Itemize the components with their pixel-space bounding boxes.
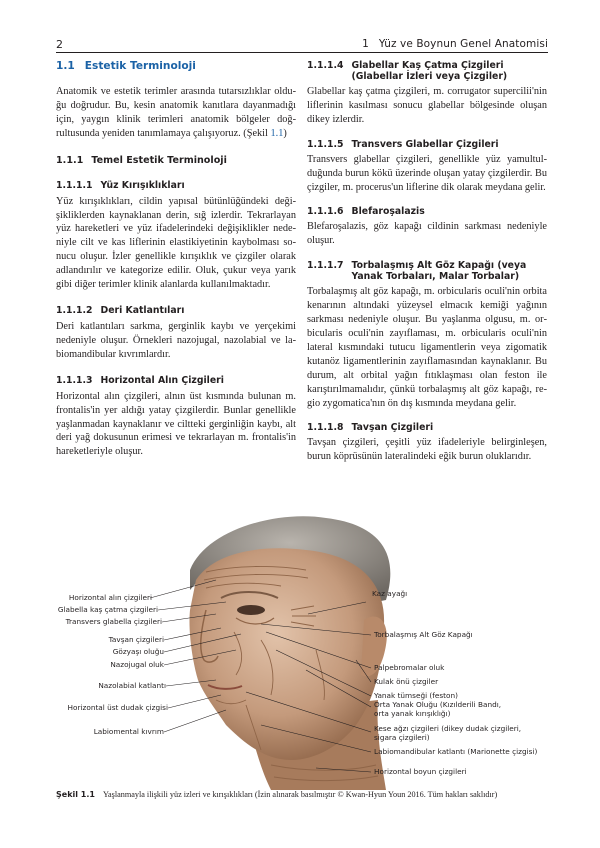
label-bunny-lines: Tavşan çizgileri — [108, 635, 164, 644]
heading-title: Deri Katlantıları — [100, 304, 185, 316]
paragraph-1-1-1-8: Tavşan çizgileri, çeşitli yüz ifadeleriyle belirginleşen, burun köprüsünün lateralindeki eğik burun oluklarıdır. — [307, 437, 547, 463]
heading-number: 1.1.1.5 — [307, 138, 344, 150]
heading-title: Horizontal Alın Çizgileri — [100, 374, 224, 386]
right-column — [307, 60, 547, 464]
chapter-number: 1 — [362, 38, 369, 50]
page-number: 2 — [56, 38, 63, 51]
figure-reference-link[interactable]: 1.1 — [270, 127, 284, 139]
heading-title: Transvers Glabellar Çizgileri — [351, 138, 499, 150]
heading-number: 1.1.1.3 — [56, 374, 93, 386]
heading-title: Yüz Kırışıklıkları — [100, 179, 185, 191]
label-preauricular-lines: Kulak önü çizgiler — [374, 677, 439, 686]
paragraph-1-1-1-7: Torbalaşmış alt göz kapağı, m. orbicularis oculi'nin orbita kenarının altındaki yüzeysel elmacık kemiği yağının sarkması nedeniyle oluşur. Bu yaşlanma olgusu, m. orbicularis oculi'nin zayıflaması, m. orbicularis oculi'nin lateral kısmındaki tutucu ligamentlerin veya zigomatik kutanöz ligamentlerinin zayıflamasından kaynaklanır. Bu durum, alt orbital yağın fıtıklaşması olan feston ile karıştırılmamalıdır, çünkü torbalaşmış alt göz kapağı, regio zygomatica'nın ön dış kısmında meydana gelir. — [307, 286, 547, 409]
label-upper-lip-line: Horizontal üst dudak çizgisi — [67, 703, 168, 712]
caption-label: Şekil 1.1 — [56, 790, 95, 799]
heading-1-1-1-2 — [56, 305, 296, 316]
heading-number: 1.1.1.1 — [56, 179, 93, 191]
heading-number: 1.1.1.7 — [307, 260, 344, 272]
label-malar-mound: Yanak tümseği (feston) — [374, 691, 458, 700]
section-heading-1-1 — [56, 60, 296, 72]
label-baggy-lower-eyelid: Torbalaşmış Alt Göz Kapağı — [374, 630, 473, 639]
heading-title: Blefaroşalazis — [351, 206, 425, 218]
heading-title: Tavşan Çizgileri — [351, 422, 434, 434]
label-nasolabial-fold: Nazolabial katlantı — [98, 681, 166, 690]
heading-number: 1.1.1.6 — [307, 206, 344, 218]
label-labiomental-crease: Labiomental kıvrım — [93, 727, 164, 736]
subsection-title: Temel Estetik Terminoloji — [91, 154, 227, 166]
caption-text: Yaşlanmayla ilişkili yüz izleri ve kırışıklıkları (İzin alınarak basılmıştır © Kwan-Hyun Youn 2016. Tüm hakları saklıdır) — [102, 790, 498, 799]
paragraph-1-1-1-4: Glabellar kaş çatma çizgileri, m. corrugator supercilii'nin liflerinin kasılması sonucu glabellar bölgesinde oluşan dikey izlerdir. — [307, 86, 547, 125]
header-rule — [56, 52, 548, 53]
label-transverse-glabellar-lines: Transvers glabella çizgileri — [65, 617, 162, 626]
figure-face-wrinkles — [56, 510, 548, 790]
heading-1-1-1-5 — [307, 139, 547, 150]
section-number: 1.1 — [56, 60, 75, 72]
label-mid-cheek-groove-cont: orta yanak kırışıklığı) — [374, 709, 451, 718]
paragraph-1-1-1-1: Yüz kırışıklıkları, cildin yapısal bütünlüğündeki değişikliklerden kaynaklanan derin, sığ izlerdir. Tekrarlayan yüz hareketleri ve yüz ifadelerindeki değişiklikler nedeniyle cilt ve kas liflerinin elastikiyetinin kaybolması sonucu oluşur. İzler genellikle kırışıklık ve çizgiler olarak adlandırılır ve kategorize edilir. Oluk, çukur veya yarık gibi diğer terimler klinik alanlarda kullanılmaktadır. — [56, 195, 296, 291]
left-column — [56, 60, 296, 459]
label-marionette-line: Labiomandibular katlantı (Marionette çizgisi) — [374, 747, 538, 756]
paragraph-1-1-1-5: Transvers glabellar çizgileri, genellikle yüz yamultulduğunda burun kökü üzerinde oluşan yatay çizgilerdir. Bu çizgiler, m. procerus'un liflerine dik olarak meydana gelir. — [307, 153, 547, 193]
paragraph-1-1-1-6: Blefaroşalazis, göz kapağı cildinin sarkması nedeniyle oluşur. — [307, 221, 547, 247]
paragraph-text: Anatomik ve estetik terimler arasında tutarsızlıklar olduğu doğrudur. Bu, kesin anatomik kanıtlara dayanmadığı için, yaygın klinik terimleri anatomik bölgeler doğrultusunda yeniden tanımlamaya çalışıyoruz. (Şekil — [56, 86, 296, 139]
heading-1-1-1-3 — [56, 375, 296, 386]
figure-caption — [56, 790, 556, 799]
subsection-number: 1.1.1 — [56, 154, 84, 166]
heading-1-1-1-4 — [307, 60, 547, 82]
heading-title: Glabellar Kaş Çatma Çizgileri (Glabellar İzleri veya Çizgiler) — [351, 60, 508, 82]
label-palpebromalar-groove: Palpebromalar oluk — [374, 663, 445, 672]
heading-1-1-1-7 — [307, 260, 547, 282]
label-perioral-lines-cont: sigara çizgileri) — [374, 733, 430, 742]
heading-number: 1.1.1.4 — [307, 60, 344, 71]
label-crows-feet: Kaz ayağı — [372, 589, 408, 598]
label-horizontal-neck-lines: Horizontal boyun çizgileri — [374, 767, 467, 776]
heading-1-1-1-1 — [56, 180, 296, 191]
chapter-title: Yüz ve Boynun Genel Anatomisi — [378, 38, 548, 50]
label-perioral-lines: Kese ağzı çizgileri (dikey dudak çizgileri, — [374, 724, 522, 733]
paragraph-1-1-1-3: Horizontal alın çizgileri, alnın üst kısmında bulunan m. frontalis'in yer aldığı yatay çizgilerdir. Bunlar genellikle yaşlanmadan kaynaklanır ve ciltteki gerginliğin kaybı, alt deri yağ dokusunun erimesi ve tekrarlayan m. frontalis'in hareketleriyle oluşur. — [56, 390, 296, 458]
label-nasojugal-groove: Nazojugal oluk — [110, 660, 164, 669]
heading-number: 1.1.1.8 — [307, 422, 344, 434]
label-tear-trough: Gözyaşı oluğu — [112, 647, 164, 656]
paragraph-1-1-1-2: Deri katlantıları sarkma, gerginlik kaybı ve yerçekimi nedeniyle oluşur. Örnekleri nazojugal, nazolabial ve labiomandibular kıvrımlardır. — [56, 320, 296, 360]
eye — [237, 605, 265, 615]
heading-title: Torbalaşmış Alt Göz Kapağı (veya Yanak Torbaları, Malar Torbalar) — [351, 260, 527, 283]
heading-1-1-1-8 — [307, 422, 547, 433]
label-glabellar-frown-lines: Glabella kaş çatma çizgileri — [57, 605, 158, 614]
section-paragraph-1-1 — [56, 85, 296, 141]
section-title: Estetik Terminoloji — [84, 60, 196, 72]
label-mid-cheek-groove: Orta Yanak Oluğu (Kızılderili Bandı, — [374, 700, 502, 709]
running-head — [362, 38, 548, 50]
paragraph-text-end: ) — [283, 127, 287, 139]
heading-1-1-1-6 — [307, 206, 547, 217]
label-horizontal-forehead-lines: Horizontal alın çizgileri — [68, 593, 152, 602]
heading-number: 1.1.1.2 — [56, 304, 93, 316]
subsection-heading-1-1-1 — [56, 155, 296, 166]
